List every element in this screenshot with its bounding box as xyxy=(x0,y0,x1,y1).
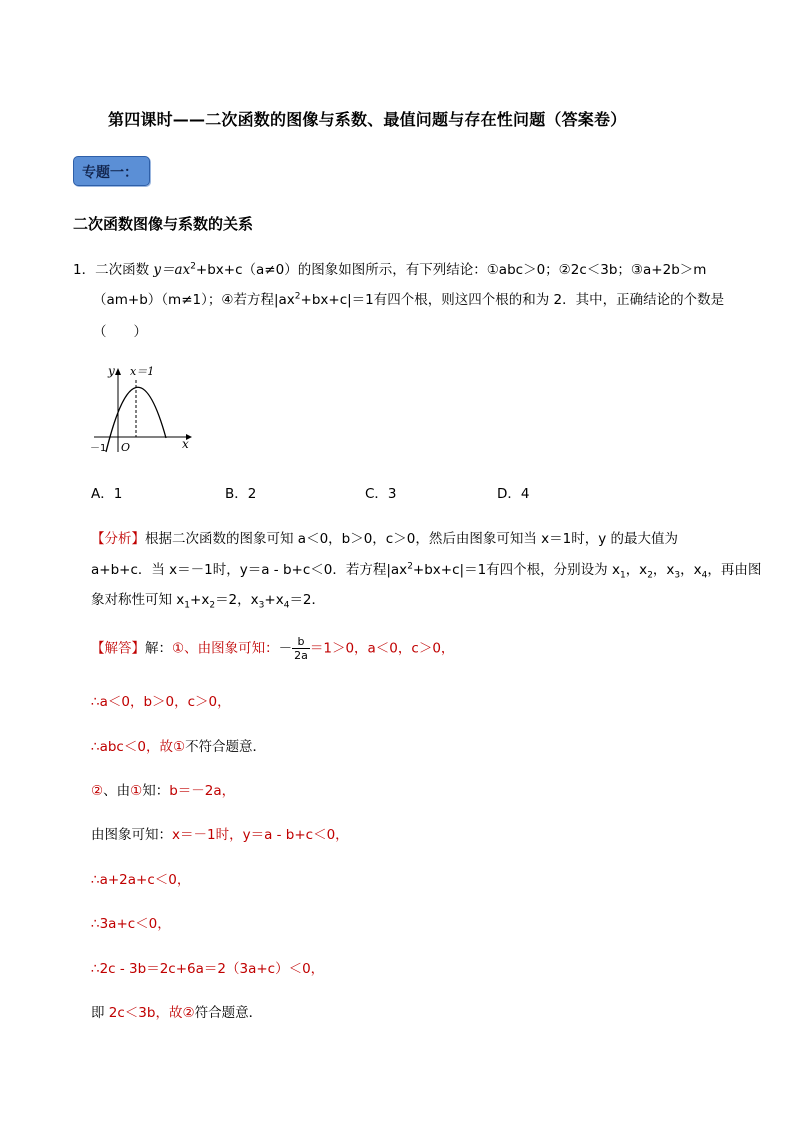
answer-line-3: ∴abc＜0，故①不符合题意． xyxy=(91,739,267,755)
answer-line-6: ∴a+2a+c＜0， xyxy=(91,872,191,888)
analysis-line-1: 【分析】根据二次函数的图象可知 a＜0，b＞0，c＞0，然后由图象可知当 x＝1时，y 的最大值为 xyxy=(91,531,678,547)
topic-label: 专题一： xyxy=(82,165,138,181)
graph-origin: O xyxy=(121,441,131,454)
graph-y-label: y xyxy=(108,364,115,378)
answer-line-8: ∴2c - 3b＝2c+6a＝2（3a+c）＜0， xyxy=(91,961,325,977)
option-c[interactable]: C．3 xyxy=(365,486,397,502)
answer-line-4: ②、由①知：b＝－2a， xyxy=(91,783,236,799)
answer-line-5: 由图象可知：x＝－1时，y＝a - b+c＜0， xyxy=(91,827,349,843)
question-line-1: 1．二次函数 $y=ax^2+bx+c(a\ne 0)$的图象如图所示，有下列结论：①abc＞0；②2c＜3b；③a+2b＞m xyxy=(73,261,707,278)
graph-x-label: x xyxy=(182,437,189,451)
answer-line-2: ∴a＜0，b＞0，c＞0， xyxy=(91,694,231,710)
answer-line-7: ∴3a+c＜0， xyxy=(91,916,171,932)
question-line-2: （am+b）（m≠1）；④若方程$|ax^2+bx+c|=1$有四个根，则这四个根的和为 2．其中，正确结论的个数是 xyxy=(93,291,725,308)
graph-axis-eq: x＝1 xyxy=(130,365,155,378)
graph-neg-one: －1 xyxy=(90,443,107,454)
page-title: 第四课时——二次函数的图像与系数、最值问题与存在性问题（答案卷） xyxy=(108,110,627,129)
question-line-3: （ ） xyxy=(93,324,147,340)
section-title: 二次函数图像与系数的关系 xyxy=(73,215,254,233)
parabola-graph xyxy=(88,360,198,460)
y-axis-arrow xyxy=(115,368,121,375)
answer-line-9: 即 2c＜3b，故②符合题意． xyxy=(91,1005,263,1021)
fraction-b-over-2a: $\frac{b}{2a}$ xyxy=(294,635,308,662)
option-b[interactable]: B．2 xyxy=(225,486,257,502)
option-a[interactable]: A．1 xyxy=(91,486,123,502)
analysis-line-2: a+b+c．当 x＝－1时，y＝a - b+c＜0．若方程$|ax^2+bx+c|=1$有四个根，分别设为 $x_1$，$x_2$，$x_3$，$x_4$，再由图 xyxy=(91,561,762,581)
option-d[interactable]: D．4 xyxy=(497,486,530,502)
analysis-line-3: 象对称性可知 $x_1+x_2=2$，$x_3+x_4=2$． xyxy=(91,592,326,611)
answer-line-1: 【解答】解：①、由图象可知：－ $\frac{b}{2a}$ ＝1＞0，a＜0，c＞0， xyxy=(91,635,455,662)
